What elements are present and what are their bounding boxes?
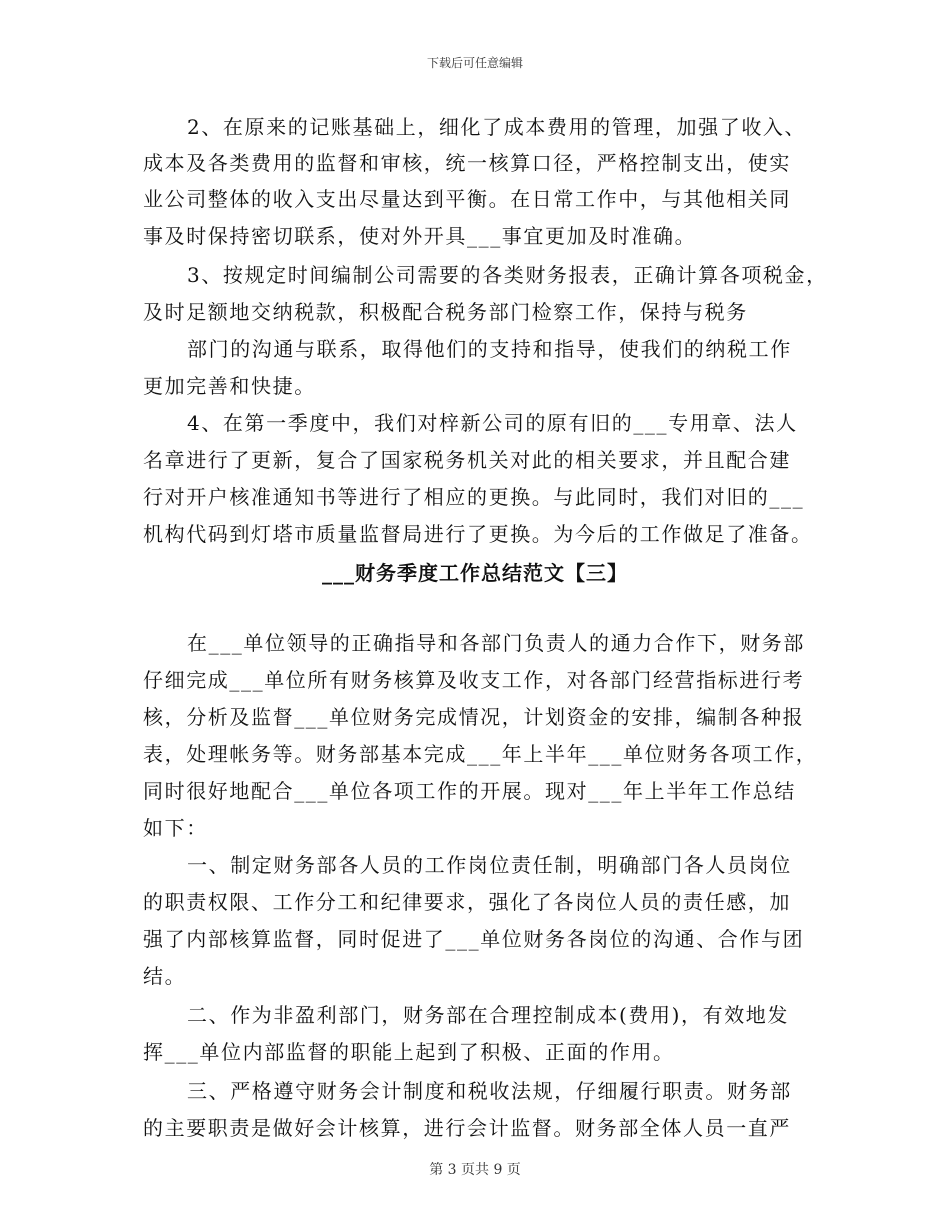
section-heading: ___财务季度工作总结范文【三】 (322, 561, 628, 585)
paragraph-line: 部门的沟通与联系，取得他们的支持和指导，使我们的纳税工作 (187, 337, 792, 361)
paragraph-line: 在___单位领导的正确指导和各部门负责人的通力合作下，财务部 (187, 631, 805, 655)
paragraph-line: 一、制定财务部各人员的工作岗位责任制，明确部门各人员岗位 (187, 853, 792, 877)
paragraph-line: 如下： (143, 816, 208, 840)
paragraph-line: 事及时保持密切联系，使对外开具___事宜更加及时准确。 (143, 224, 697, 248)
paragraph-line: 3、按规定时间编制公司需要的各类财务报表，正确计算各项税金， (187, 263, 828, 287)
paragraph-line: 强了内部核算监督，同时促进了___单位财务各岗位的沟通、合作与团 (143, 927, 805, 951)
paragraph-line: 三、严格遵守财务会计制度和税收法规，仔细履行职责。财务部 (187, 1079, 792, 1103)
paragraph-line: 核，分析及监督___单位财务完成情况，计划资金的安排，编制各种报 (143, 705, 805, 729)
page-header: 下载后可任意编辑 (426, 56, 523, 70)
paragraph-line: 同时很好地配合___单位各项工作的开展。现对___年上半年工作总结 (143, 779, 796, 803)
paragraph-line: 二、作为非盈利部门，财务部在合理控制成本(费用)，有效地发 (187, 1003, 790, 1027)
paragraph-line: 的主要职责是做好会计核算，进行会计监督。财务部全体人员一直严 (143, 1116, 791, 1140)
paragraph-line: 挥___单位内部监督的职能上起到了积极、正面的作用。 (143, 1040, 675, 1064)
page-footer: 第 3 页共 9 页 (429, 1162, 521, 1178)
paragraph-line: 行对开户核准通知书等进行了相应的更换。与此同时，我们对旧的___ (143, 485, 805, 509)
paragraph-line: 仔细完成___单位所有财务核算及收支工作，对各部门经营指标进行考 (143, 668, 805, 692)
paragraph-line: 表，处理帐务等。财务部基本完成___年上半年___单位财务各项工作， (143, 742, 818, 766)
paragraph-line: 机构代码到灯塔市质量监督局进行了更换。为今后的工作做足了准备。 (143, 522, 813, 546)
paragraph-line: 更加完善和快捷。 (143, 374, 316, 398)
paragraph-line: 结。 (143, 964, 187, 988)
paragraph-line: 及时足额地交纳税款，积极配合税务部门检察工作，保持与税务 (143, 300, 748, 324)
paragraph-line: 成本及各类费用的监督和审核，统一核算口径，严格控制支出，使实 (143, 151, 791, 175)
paragraph-line: 的职责权限、工作分工和纪律要求，强化了各岗位人员的责任感，加 (143, 890, 791, 914)
paragraph-line: 4、在第一季度中，我们对梓新公司的原有旧的___专用章、法人 (187, 411, 798, 435)
paragraph-line: 名章进行了更新，复合了国家税务机关对此的相关要求，并且配合建 (143, 448, 791, 472)
paragraph-line: 业公司整体的收入支出尽量达到平衡。在日常工作中，与其他相关同 (143, 187, 791, 211)
paragraph-line: 2、在原来的记账基础上，细化了成本费用的管理，加强了收入、 (187, 115, 807, 139)
